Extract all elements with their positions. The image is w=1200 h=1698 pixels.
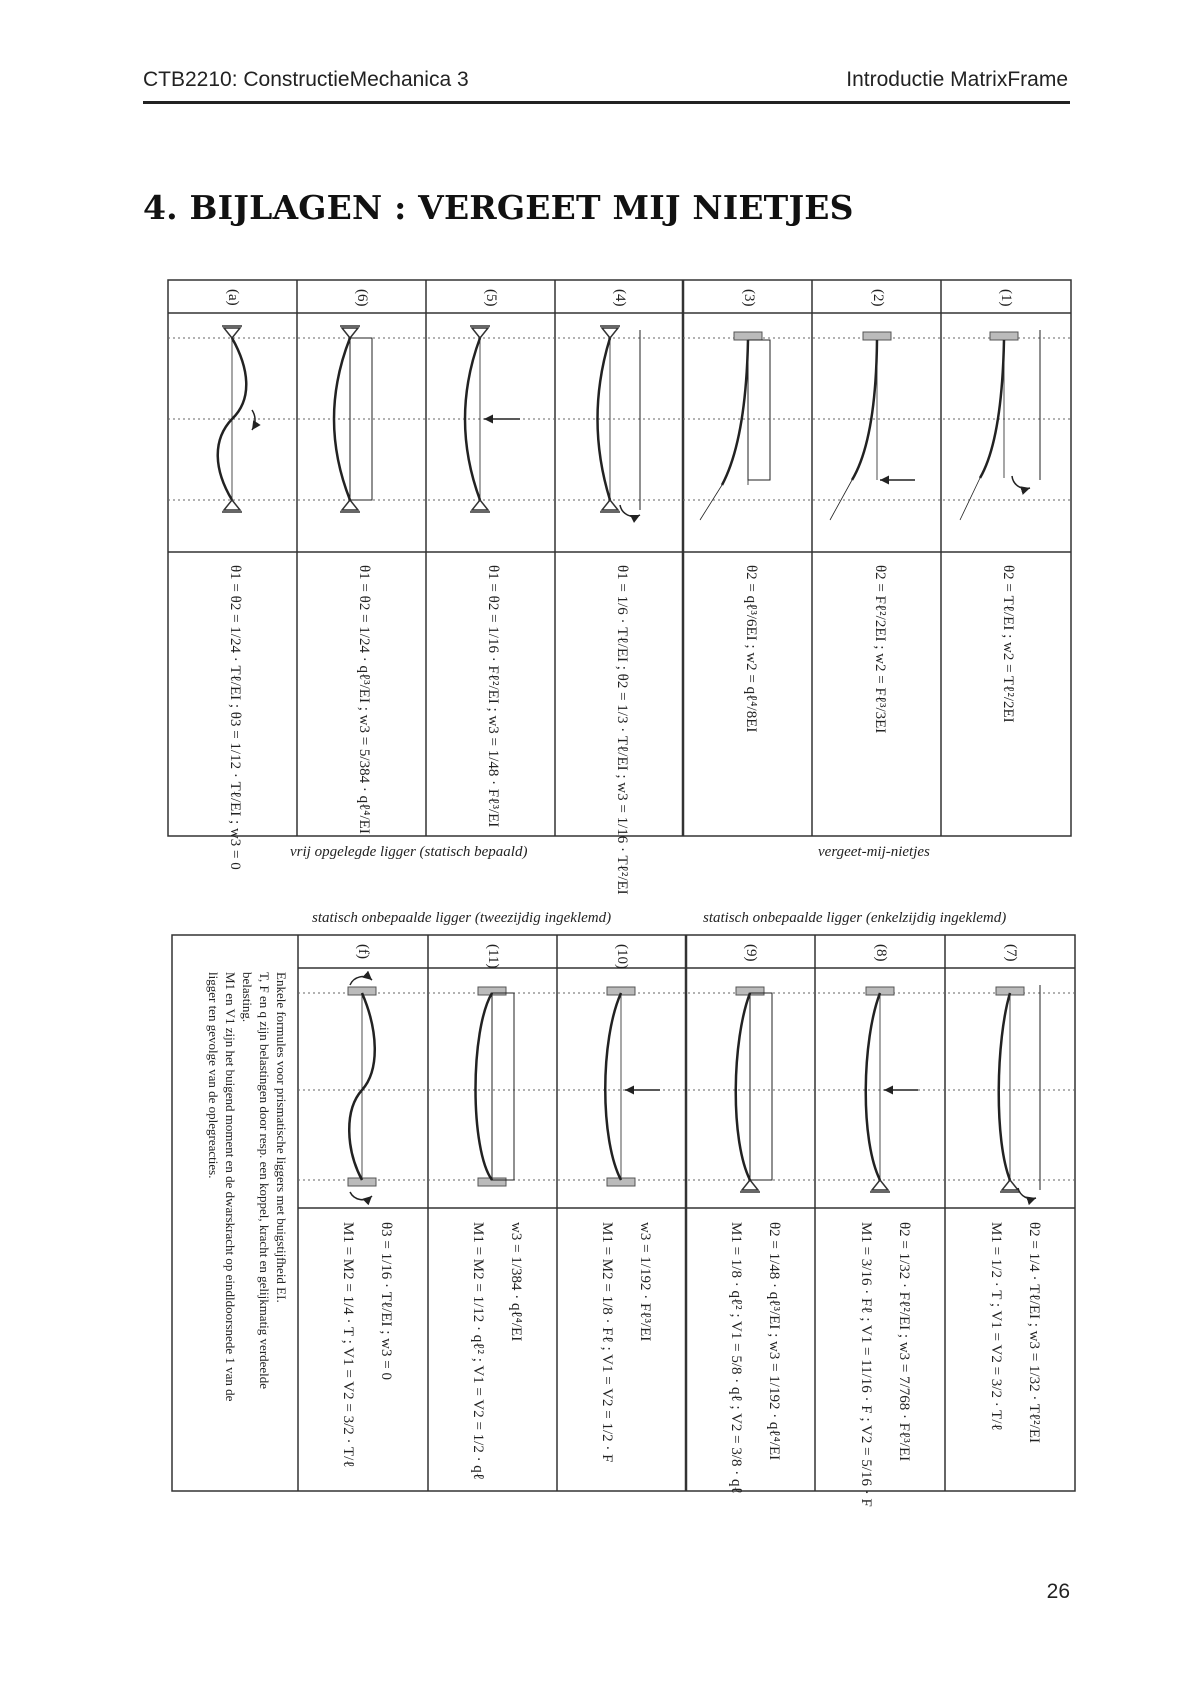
case-id-1: (1) bbox=[998, 289, 1014, 307]
header-chapter: Introductie MatrixFrame bbox=[846, 68, 1068, 91]
formula-8-1: θ2 = 1/32 · Fℓ²/EI ; w3 = 7/768 · Fℓ³/EI bbox=[896, 1222, 912, 1462]
formula-10-2: M1 = M2 = 1/8 · Fℓ ; V1 = V2 = 1/2 · F bbox=[599, 1222, 615, 1463]
formula-3: θ2 = qℓ³/6EI ; w2 = qℓ⁴/8EI bbox=[743, 565, 759, 733]
case-id-7: (7) bbox=[1003, 944, 1019, 962]
formula-f-1: θ3 = 1/16 · Tℓ/EI ; w3 = 0 bbox=[378, 1222, 394, 1380]
page-number: 26 bbox=[1046, 1580, 1070, 1603]
beam-diagram-f bbox=[348, 977, 376, 1200]
formula-1: θ2 = Tℓ/EI ; w2 = Tℓ²/2EI bbox=[1000, 565, 1016, 723]
formula-10-1: w3 = 1/192 · Fℓ³/EI bbox=[637, 1222, 653, 1342]
formula-8-2: M1 = 3/16 · Fℓ ; V1 = 11/16 · F ; V2 = 5/16 · F bbox=[858, 1222, 874, 1507]
case-id-2: (2) bbox=[870, 289, 886, 307]
case-id-4: (4) bbox=[612, 289, 628, 307]
beam-diagram-9 bbox=[736, 987, 772, 1192]
case-id-3: (3) bbox=[741, 289, 757, 307]
beam-diagram-2 bbox=[830, 332, 915, 520]
case-id-10: (10) bbox=[614, 944, 630, 969]
case-id-11: (11) bbox=[485, 944, 501, 969]
case-id-a: (a) bbox=[225, 289, 241, 306]
header-course: CTB2210: ConstructieMechanica 3 bbox=[143, 68, 469, 91]
notes-box bbox=[205, 972, 290, 1422]
beam-diagram-7 bbox=[996, 985, 1040, 1199]
case-id-6: (6) bbox=[354, 289, 370, 307]
caption-single-clamped: statisch onbepaalde ligger (enkelzijdig ingeklemd) bbox=[703, 910, 1007, 926]
case-id-5: (5) bbox=[483, 289, 499, 307]
case-id-8: (8) bbox=[873, 944, 889, 962]
formula-9-1: θ2 = 1/48 · qℓ³/EI ; w3 = 1/192 · qℓ⁴/EI bbox=[766, 1222, 782, 1461]
formula-5: θ1 = θ2 = 1/16 · Fℓ²/EI ; w3 = 1/48 · Fℓ³/EI bbox=[485, 565, 501, 828]
formula-11-1: w3 = 1/384 · qℓ⁴/EI bbox=[508, 1222, 524, 1342]
formula-11-2: M1 = M2 = 1/12 · qℓ² ; V1 = V2 = 1/2 · qℓ bbox=[470, 1222, 486, 1480]
formula-2: θ2 = Fℓ²/2EI ; w2 = Fℓ³/3EI bbox=[872, 565, 888, 734]
page-title: 4. BIJLAGEN : VERGEET MIJ NIETJES bbox=[143, 188, 854, 227]
formula-7-1: θ2 = 1/4 · Tℓ/EI ; w3 = 1/32 · Tℓ²/EI bbox=[1026, 1222, 1042, 1444]
formula-6: θ1 = θ2 = 1/24 · qℓ³/EI ; w3 = 5/384 · qℓ⁴/EI bbox=[356, 565, 372, 834]
beam-diagram-3 bbox=[700, 332, 770, 520]
formula-7-2: M1 = 1/2 · T ; V1 = V2 = 3/2 · T/ℓ bbox=[988, 1222, 1004, 1431]
caption-simply-supported: vrij opgelegde ligger (statisch bepaald) bbox=[290, 844, 528, 860]
beam-diagram-1 bbox=[960, 330, 1040, 520]
beam-diagram-10 bbox=[605, 987, 660, 1186]
beam-diagram-4 bbox=[598, 326, 641, 516]
formula-9-2: M1 = 1/8 · qℓ² ; V1 = 5/8 · qℓ ; V2 = 3/8 · qℓ bbox=[728, 1222, 744, 1494]
beam-diagram-6 bbox=[334, 326, 372, 512]
beam-diagram-8 bbox=[866, 987, 918, 1192]
note-line-1: Enkele formules voor prismatische liggers met buigstijfheid EI. bbox=[274, 972, 289, 1303]
beam-diagram-5 bbox=[465, 326, 520, 512]
formula-f-2: M1 = M2 = 1/4 · T ; V1 = V2 = 3/2 · T/ℓ bbox=[340, 1222, 356, 1468]
note-line-3: M1 en V1 zijn het buigend moment en de dwarskracht op eindldoorsnede 1 van de ligger ten gevolge van de oplegreacties. bbox=[206, 972, 238, 1402]
case-id-9: (9) bbox=[743, 944, 759, 962]
beam-diagram-a bbox=[218, 326, 255, 512]
note-line-2: T, F en q zijn belastingen door resp. een koppel, kracht en gelijkmatig verdeelde belasting. bbox=[240, 972, 272, 1390]
case-id-f: (f) bbox=[355, 944, 371, 959]
formula-4: θ1 = 1/6 · Tℓ/EI ; θ2 = 1/3 · Tℓ/EI ; w3 = 1/16 · Tℓ²/EI bbox=[614, 565, 630, 895]
caption-forget-me-nots: vergeet-mij-nietjes bbox=[818, 844, 930, 860]
beam-diagram-11 bbox=[476, 987, 515, 1186]
caption-double-clamped: statisch onbepaalde ligger (tweezijdig ingeklemd) bbox=[312, 910, 612, 926]
formula-a: θ1 = θ2 = 1/24 · Tℓ/EI ; θ3 = 1/12 · Tℓ/EI ; w3 = 0 bbox=[227, 565, 243, 870]
